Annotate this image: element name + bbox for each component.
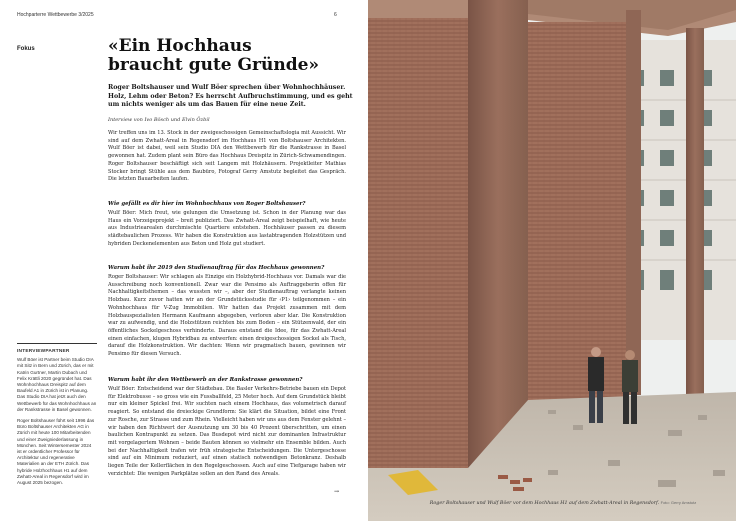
question-1: Wie gefällt es dir hier im Wohnhochhaus von Roger Boltshauser? xyxy=(108,201,306,207)
answer-2: Roger Boltshauser: Wir schlagen als Einzige ein Holzhybrid-Hochhaus vor. Damals war die Ausschreibung noch konventionell. Zwar war die Pensimo als Auftraggeberin offen für Nachhaltigkeitsthemen – das wussten wir –, aber der Studienauftrag verlangte keinen Holzbau. Kurz zuvor hatten wir an der Grundstücksstudie für ‹P1› teilgenommen – ein Wohnhochhaus für V-Zug Immobilien. Wir hatten das Projekt zusammen mit dem Holzbauspezialisten Hermann Kaufmann abgegeben, verloren aber klar. Die Konstruktion war zu aufwendig, und die Holzstützen reichten bis zum Boden – ein Stützenwald, der ein öffentliches Sockelgeschoss verhinderte. Daraus entstand die Idee, für das Zwhatt-Areal einen einfachen, klugen Hybridbau zu entwerfen: einen dreigeschossigen Sockel als Tisch, darauf die Holzkonstruktion. Wir dachten: Wenn wir pragmatisch bauen, gewinnen wir Pensimo für diesen Versuch. xyxy=(108,274,346,358)
construction-site-photo xyxy=(368,0,736,521)
answer-1: Wulf Böer: Mich freut, wie gelungen die Umsetzung ist. Schon in der Planung war das Haus ein Vorzeigeprojekt – breit publiziert. Das Zwhatt-Areal zeigt beispielhaft, wie heute aus Industriearealen durchmischte Quartiere entstehen. Hochhäuser passen zu diesem städtebaulichen Prozess. Wir haben die Konstruktion aus lastabtragenden Holzstützen und hybriden Deckenelementen aus Beton und Holz gut studiert. xyxy=(108,210,346,247)
concrete-column-middle xyxy=(626,10,641,395)
sidebar-title: INTERVIEWPARTNER xyxy=(17,349,70,354)
continue-arrow-icon: → xyxy=(334,488,340,495)
lead-paragraph: Roger Boltshauser und Wulf Böer sprechen über Wohnhochhäuser. Holz, Lehm oder Beton? Es herrscht Aufbruchstimmung, und es geht um nichts weniger als um das Bauen für eine neue Zeit. xyxy=(108,84,353,109)
sidebar-paragraph-2: Roger Boltshauser führt seit 1996 das Büro Boltshauser Architekten AG in Zürich mit heute 100 Mitarbeitenden und einer Zweigniederlassung in München. Seit Wintersemester 2024 ist er ordentlicher Professor für Architektur und regenerative Materialien an der ETH Zürich. Das hybride Holzhochhaus H1 auf dem Zwhatt-Areal in Regensdorf wird im August 2025 bezogen. xyxy=(17,418,95,486)
caption-text: Roger Boltshauser und Wulf Böer vor dem Hochhaus H1 auf dem Zwhatt-Areal in Regensdorf. xyxy=(429,501,660,506)
question-2: Warum habt ihr 2019 den Studienauftrag für das Hochhaus gewonnen? xyxy=(108,265,325,271)
title-line-2: braucht gute Gründe» xyxy=(108,55,320,75)
question-3: Warum habt ihr den Wettbewerb an der Rankstrasse gewonnen? xyxy=(108,377,303,383)
title-line-1: «Ein Hochhaus xyxy=(108,36,252,56)
photo-caption xyxy=(398,500,728,506)
sidebar-divider xyxy=(17,343,97,344)
concrete-column-front xyxy=(468,0,528,468)
rammed-earth-wall-center xyxy=(528,22,626,400)
right-page-photo xyxy=(368,0,736,521)
running-title: Hochparterre Wettbewerbe 3/2025 xyxy=(17,12,94,18)
photo-credit: Foto: Gerry Amstutz xyxy=(660,500,697,505)
interview-credit: Interview von Ivo Bösch und Elvin Özbil xyxy=(108,117,210,123)
concrete-column-right xyxy=(686,28,704,400)
intro-paragraph: Wir treffen uns im 13. Stock in der zweigeschossigen Gemeinschaftslogia mit Aussicht. Wir sind auf dem Zwhatt-Areal in Regensdorf im Hochhaus H1 von Boltshauser Architekten. Wulf Böer ist dabei, weil sein Studio DIA den Wettbewerb für die Rankstrasse in Basel gewonnen hat. Zudem plant sein Büro das Hochhaus Dreispitz in Zürich-Schwamendingen. Roger Boltshauser beschäftigt sich seit Langem mit Holzhäusern. Projektleiter Mathias Stocker bringt Stühle aus dem Baubüro, Fotograf Gerry Amstutz begleitet das Gespräch. Die letzten Bauarbeiten laufen. xyxy=(108,130,346,183)
article-title xyxy=(108,37,348,75)
sidebar-interview-partners xyxy=(17,349,97,486)
sidebar-paragraph-1: Wulf Böer ist Partner beim Studio DIA mit Sitz in Bern und Zürich, das er mit Katrin Gurtner, Martin Dubach und Felix Krättli 2020 gegründet hat. Das Wohnhochhaus Dreispitz auf dem Baufeld A1 in Zürich ist in Planung. Das Studio DIA hat jetzt auch den Wettbewerb für das Wohnhochhaus an der Rankstrasse in Basel gewonnen. xyxy=(17,357,97,412)
section-label: Fokus xyxy=(17,46,35,52)
rammed-earth-wall-left xyxy=(368,18,468,468)
answer-3: Wulf Böer: Entscheidend war der Städtebau. Die Basler Verkehrs-Betriebe bauen ein Depot für Elektrobusse – so gross wie ein Fussballfeld, 25 Meter hoch. Auf dem Grundstück bleibt nur ein kleiner Spickel frei. Wir suchten nach einem Hochhaus, das volumetrisch darauf reagiert. So entstand die dreieckige Grundform: Sie klärt die Situation, bildet eine Front zur Rosche, zur Strasse und zum Rhein. Vielleicht haben wir uns aus dem Fenster gelehnt – wir haben den Richtwert der Ausnutzung um 30 bis 40 Prozent überschritten, um einen baulichen Kontrapunkt zu setzen. Das Busdepot wird nicht zur dominanten Infrastruktur mit vorgelagertem Wohnen – beide Bauten können so vielmehr ein Ensemble bilden. Auch bei der Nachhaltigkeit trafen wir früh strategische Entscheidungen. Die Untergeschosse sind auf ein Minimum reduziert, auf einen statisch notwendigen Betonkranz. Deshalb liegen Teile der Kellerflächen in den Regelgeschossen. Auch auf eine Tiefgarage haben wir verzichtet: Die wenigen Parkplätze sollen an den Rand des Areals. xyxy=(108,386,346,477)
page-number: 6 xyxy=(334,12,337,18)
